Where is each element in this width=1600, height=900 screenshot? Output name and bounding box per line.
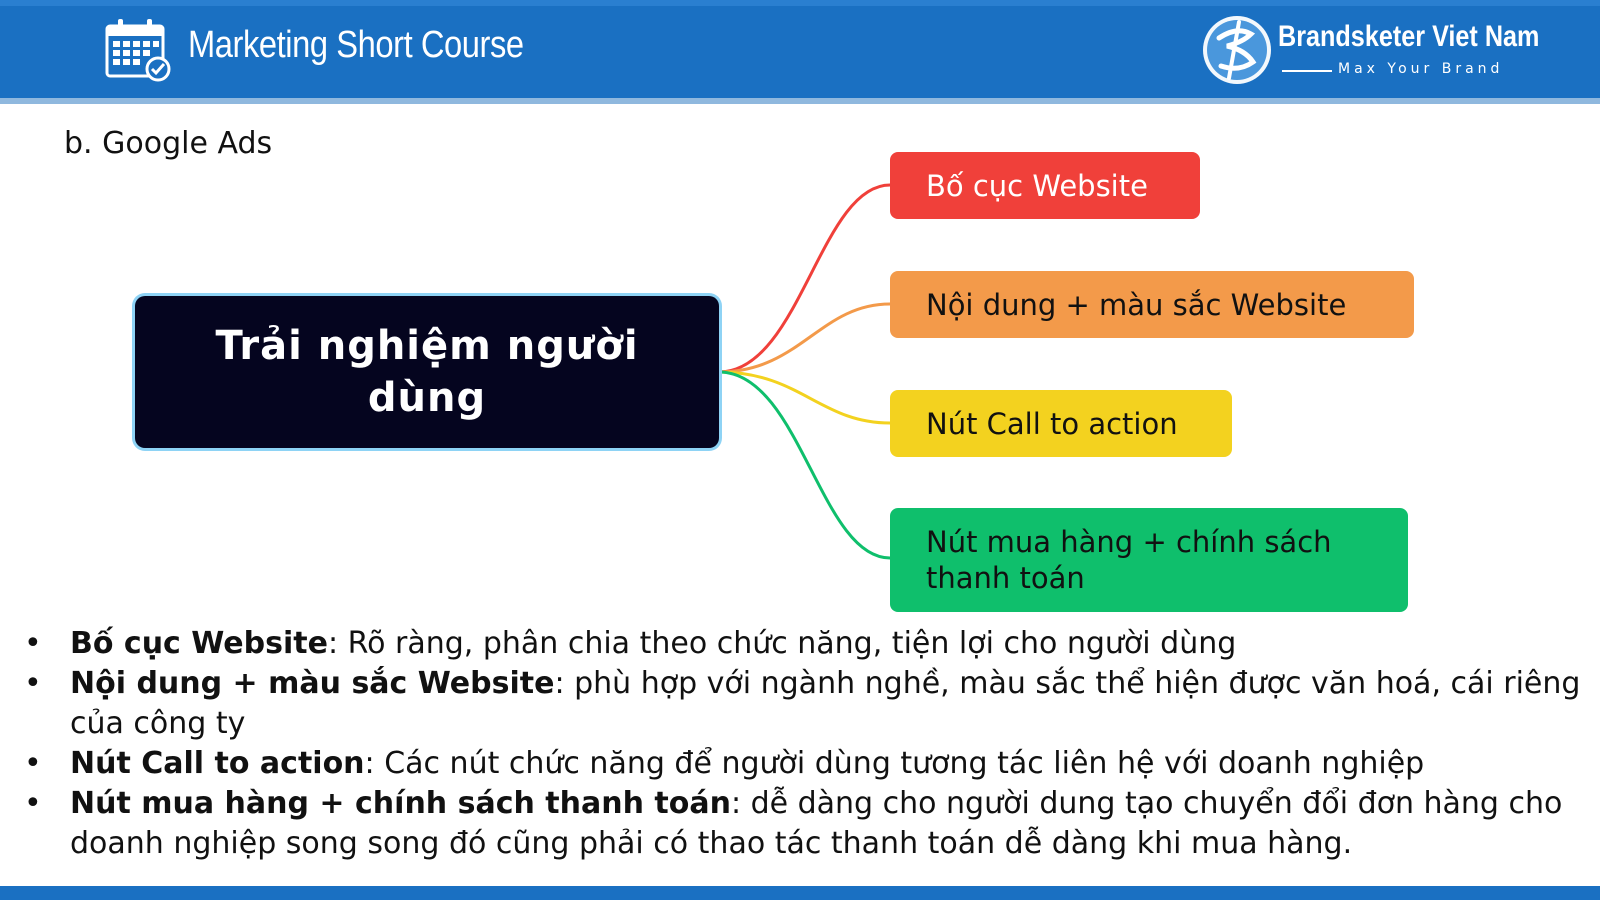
mindmap-branch-layout [890, 152, 1200, 219]
bullet-icon: • [24, 626, 42, 661]
course-title: Marketing Short Course [188, 24, 524, 66]
connector-4 [719, 372, 890, 558]
connector-1 [719, 185, 890, 372]
bullet-icon: • [24, 786, 42, 821]
list-item [24, 624, 1584, 664]
list-item [24, 664, 1584, 744]
bullet-list [24, 624, 1584, 864]
bullet-term: Nút mua hàng + chính sách thanh toán [70, 786, 731, 821]
bullet-text: : dễ dàng cho người dung tạo chuyển đổi đơn hàng cho doanh nghiệp song song đó cũng phải có thao tác thanh toán dễ dàng khi mua hàng. [70, 786, 1563, 861]
mindmap-branch-content-color [890, 271, 1414, 338]
section-heading: b. Google Ads [64, 126, 273, 161]
bullet-term: Nội dung + màu sắc Website [70, 666, 555, 701]
bullet-term: Bố cục Website [70, 626, 328, 661]
bullet-text: : Rõ ràng, phân chia theo chức năng, tiện lợi cho người dùng [327, 626, 1237, 661]
bullet-term: Nút Call to action [70, 746, 365, 781]
bullet-text: : Các nút chức năng để người dùng tương tác liên hệ với doanh nghiệp [364, 746, 1425, 781]
branch-label: Nút Call to action [926, 406, 1178, 441]
brand-tagline: Max Your Brand [1338, 61, 1504, 77]
bullet-icon: • [24, 746, 42, 781]
mindmap-branch-checkout [890, 508, 1408, 612]
bullet-icon: • [24, 666, 42, 701]
connector-2 [719, 304, 890, 372]
bullet-text: : phù hợp với ngành nghề, màu sắc thể hiện được văn hoá, cái riêng của công ty [70, 666, 1581, 741]
brand-name: Brandsketer Viet Nam [1278, 20, 1540, 53]
branch-label: Nút mua hàng + chính sách thanh toán [926, 525, 1332, 595]
mindmap-branch-cta [890, 390, 1232, 457]
branch-label: Nội dung + màu sắc Website [926, 287, 1347, 322]
mindmap-root [135, 296, 719, 448]
branch-label: Bố cục Website [926, 168, 1148, 203]
list-item [24, 784, 1584, 864]
list-item [24, 744, 1584, 784]
footer-bar [0, 886, 1600, 900]
mindmap-root-label: Trải nghiệm người dùng [215, 323, 639, 421]
